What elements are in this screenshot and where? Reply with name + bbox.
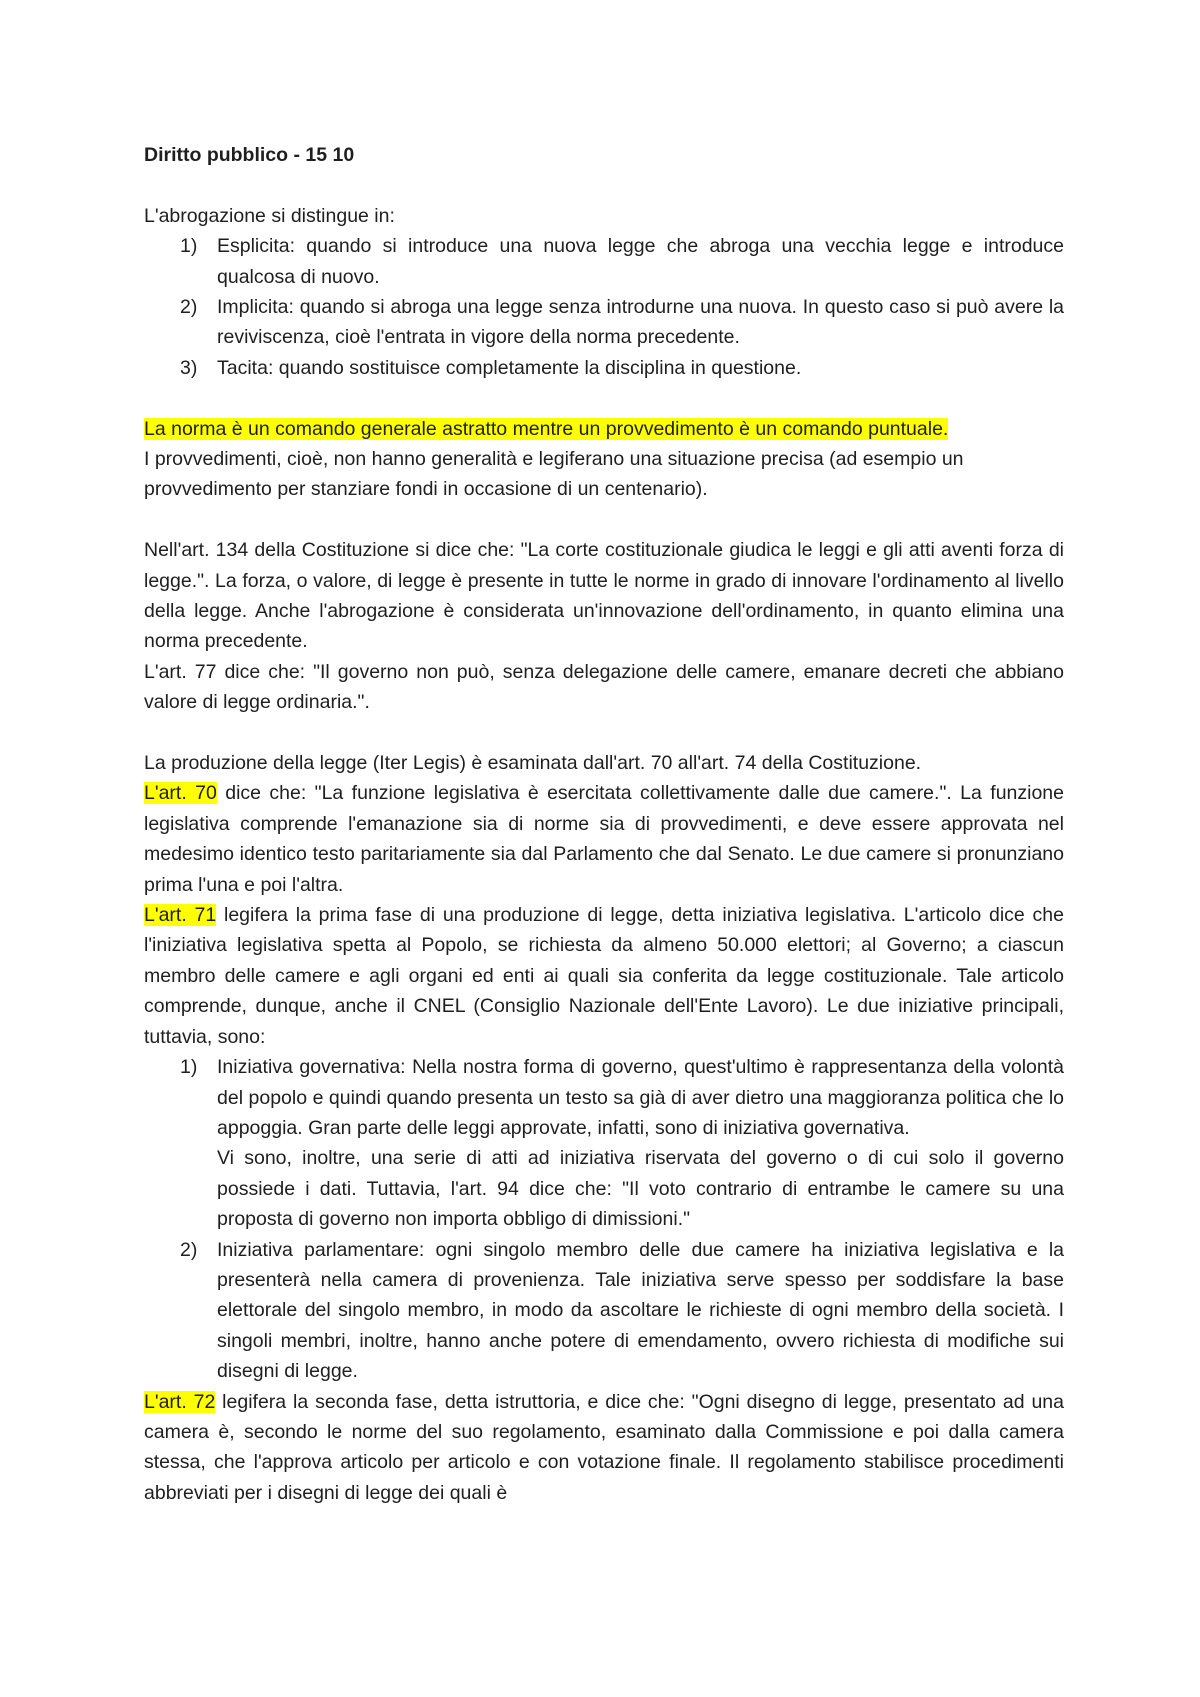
norma-text: I provvedimenti, cioè, non hanno generalità e legiferano una situazione precisa (ad esempio un provvedimento per stanziare fondi in occasione di un centenario). xyxy=(144,448,964,501)
norma-paragraph xyxy=(144,414,1064,505)
art72-text: legifera la seconda fase, detta istruttoria, e dice che: "Ogni disegno di legge, presentato ad una camera è, secondo le norme del suo regolamento, esaminato dalla Commissione e poi dalla camera stessa, che l'approva articolo per articolo e con votazione finale. Il regolamento stabilisce procedimenti abbreviati per i disegni di legge dei quali è xyxy=(144,1390,1064,1504)
list-item xyxy=(144,1235,1064,1387)
blank-line xyxy=(144,718,1064,748)
blank-line xyxy=(144,505,1064,535)
list-number: 3) xyxy=(180,356,198,379)
blank-line xyxy=(144,170,1064,200)
list-item-text: Esplicita: quando si introduce una nuova legge che abroga una vecchia legge e introduce qualcosa di nuovo. xyxy=(217,235,1064,288)
art71-text: legifera la prima fase di una produzione di legge, detta iniziativa legislativa. L'articolo dice che l'iniziativa legislativa spetta al Popolo, se richiesta da almeno 50.000 elettori; al Governo; a ciascun membro delle camere e agli organi ed enti ai quali sia conferita da legge costituzionale. Tale articolo comprende, dunque, anche il CNEL (Consiglio Nazionale dell'Ente Lavoro). Le due iniziative principali, tuttavia, sono: xyxy=(144,904,1064,1048)
list-number: 1) xyxy=(180,235,198,258)
art72-label: L'art. 72 xyxy=(144,1390,216,1413)
list-number: 1) xyxy=(180,1056,198,1079)
art71-paragraph xyxy=(144,900,1064,1052)
list-item xyxy=(144,1052,1064,1234)
art70-text: dice che: "La funzione legislativa è esercitata collettivamente dalle due camere.". La funzione legislativa comprende l'emanazione sia di norme sia di provvedimenti, e deve essere approvata nel medesimo identico testo paritariamente sia dal Parlamento che dal Senato. Le due camere si pronunziano prima l'una e poi l'altra. xyxy=(144,782,1064,896)
document-title: Diritto pubblico - 15 10 xyxy=(144,144,355,166)
art77-paragraph: L'art. 77 dice che: "Il governo non può, senza delegazione delle camere, emanare decreti che abbiano valore di legge ordinaria.". xyxy=(144,660,1064,714)
list-item-text: Implicita: quando si abroga una legge senza introdurne una nuova. In questo caso si può avere la reviviscenza, cioè l'entrata in vigore della norma precedente. xyxy=(217,296,1064,349)
art72-paragraph xyxy=(144,1387,1064,1509)
abrogazione-list xyxy=(144,231,1064,383)
list-number: 2) xyxy=(180,1238,198,1261)
iniziative-list xyxy=(144,1052,1064,1386)
produzione-intro: La produzione della legge (Iter Legis) è esaminata dall'art. 70 all'art. 74 della Costituzione. xyxy=(144,752,922,775)
art134-paragraph: Nell'art. 134 della Costituzione si dice che: "La corte costituzionale giudica le leggi e gli atti aventi forza di legge.". La forza, o valore, di legge è presente in tutte le norme in grado di innovare l'ordinamento al livello della legge. Anche l'abrogazione è considerata un'innovazione dell'ordinamento, in quanto elimina una norma precedente. xyxy=(144,539,1064,653)
list-number: 2) xyxy=(180,296,198,318)
list-item-extra: Vi sono, inoltre, una serie di atti ad iniziativa riservata del governo o di cui solo il governo possiede i dati. Tuttavia, l'art. 94 dice che: "Il voto contrario di entrambe le camere su una proposta di governo non importa obbligo di dimissioni." xyxy=(217,1147,1064,1231)
highlighted-text: La norma è un comando generale astratto mentre un provvedimento è un comando puntuale. xyxy=(144,417,949,440)
list-item-text: Tacita: quando sostituisce completamente la disciplina in questione. xyxy=(217,356,802,379)
blank-line xyxy=(144,383,1064,413)
document-page xyxy=(144,140,1064,1508)
art70-label: L'art. 70 xyxy=(144,782,217,805)
list-item xyxy=(144,292,1064,353)
art71-label: L'art. 71 xyxy=(144,904,217,927)
list-item-text: Iniziativa governativa: Nella nostra forma di governo, quest'ultimo è rappresentanza della volontà del popolo e quindi quando presenta un testo sa già di aver dietro una maggioranza politica che lo appoggia. Gran parte delle leggi approvate, infatti, sono di iniziativa governativa. xyxy=(217,1056,1064,1139)
abrogazione-intro: L'abrogazione si distingue in: xyxy=(144,204,395,227)
list-item xyxy=(144,353,1064,383)
list-item xyxy=(144,231,1064,292)
art70-paragraph xyxy=(144,778,1064,900)
list-item-text: Iniziativa parlamentare: ogni singolo membro delle due camere ha iniziativa legislativa e la presenterà nella camera di provenienza. Tale iniziativa serve spesso per soddisfare la base elettorale del singolo membro, in modo da ascoltare le richieste di ogni membro della società. I singoli membri, inoltre, hanno anche potere di emendamento, ovvero richiesta di modifiche sui disegni di legge. xyxy=(217,1238,1064,1383)
